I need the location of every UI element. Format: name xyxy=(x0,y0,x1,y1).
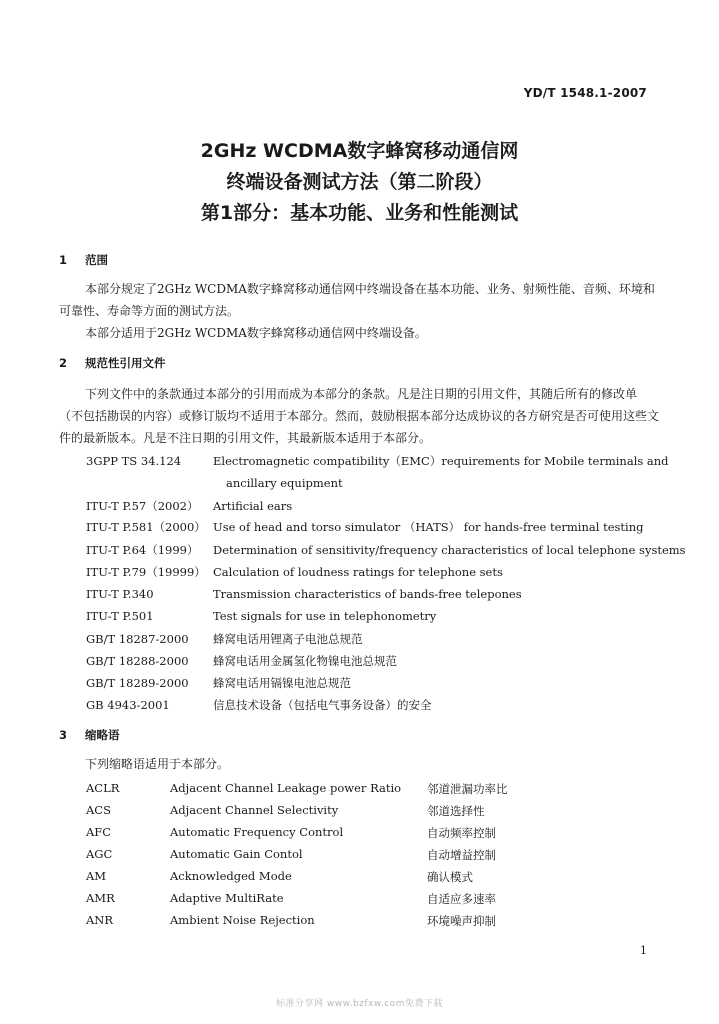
abbreviation: AM xyxy=(86,869,107,883)
abbreviation: AGC xyxy=(86,847,113,861)
standard-code: YD/T 1548.1-2007 xyxy=(523,86,647,100)
title-line-2: 终端设备测试方法（第二阶段） xyxy=(226,171,493,193)
reference-code: GB/T 18287-2000 xyxy=(86,632,189,646)
reference-code: 3GPP TS 34.124 xyxy=(86,454,182,468)
section-title: 规范性引用文件 xyxy=(85,356,166,370)
reference-title: Electromagnetic compatibility（EMC）requirements for Mobile terminals and xyxy=(213,454,669,468)
abbreviation-english: Adjacent Channel Selectivity xyxy=(170,803,339,817)
section-1-heading xyxy=(59,252,108,268)
section-3-heading xyxy=(59,727,120,743)
reference-title: 蜂窝电话用镉镍电池总规范 xyxy=(213,676,351,690)
title-line-1: 2GHz WCDMA数字蜂窝移动通信网 xyxy=(200,140,519,162)
abbreviation-chinese: 自适应多速率 xyxy=(427,892,496,906)
abbreviation-english: Ambient Noise Rejection xyxy=(170,913,315,927)
abbreviation-english: Adjacent Channel Leakage power Ratio xyxy=(170,781,402,795)
section-title: 范围 xyxy=(85,253,108,267)
section-number: 1 xyxy=(59,253,68,267)
section-2-heading xyxy=(59,355,166,371)
reference-title-continued: ancillary equipment xyxy=(226,476,343,490)
reference-title: Transmission characteristics of bands-free telepones xyxy=(213,587,522,601)
section-3-intro: 下列缩略语适用于本部分。 xyxy=(85,757,230,771)
reference-title: Calculation of loudness ratings for telephone sets xyxy=(213,565,503,579)
reference-code: ITU-T P.501 xyxy=(86,609,154,623)
abbreviation-chinese: 自动增益控制 xyxy=(427,848,496,862)
abbreviation-english: Adaptive MultiRate xyxy=(170,891,284,905)
section-title: 缩略语 xyxy=(85,728,120,742)
abbreviation: ACS xyxy=(86,803,111,817)
reference-code: ITU-T P.64（1999） xyxy=(86,543,199,557)
abbreviation-chinese: 自动频率控制 xyxy=(427,826,496,840)
abbreviation: ACLR xyxy=(86,781,120,795)
section-1-paragraph-2: 本部分适用于2GHz WCDMA数字蜂窝移动通信网中终端设备。 xyxy=(85,326,427,340)
footer-watermark: 标准分享网 www.bzfxw.com免费下载 xyxy=(275,999,444,1009)
reference-code: GB 4943-2001 xyxy=(86,698,170,712)
reference-title: 信息技术设备（包括电气事务设备）的安全 xyxy=(213,698,432,712)
abbreviation-english: Automatic Gain Contol xyxy=(170,847,303,861)
title-line-3: 第1部分：基本功能、业务和性能测试 xyxy=(200,202,519,224)
page-number: 1 xyxy=(640,944,647,957)
section-number: 3 xyxy=(59,728,68,742)
abbreviation: AMR xyxy=(86,891,115,905)
reference-title: 蜂窝电话用锂离子电池总规范 xyxy=(213,632,363,646)
reference-title: Test signals for use in telephonometry xyxy=(213,609,437,623)
reference-title: Artificial ears xyxy=(213,499,293,513)
abbreviation-english: Acknowledged Mode xyxy=(170,869,292,883)
reference-code: GB/T 18289-2000 xyxy=(86,676,189,690)
section-2-intro: 下列文件中的条款通过本部分的引用而成为本部分的条款。凡是注日期的引用文件，其随后所有的修改单（不包括勘误的内容）或修订版均不适用于本部分。然而，鼓励根据本部分达成协议的各方研究是否可使用这些文件的最新版本。凡是不注日期的引用文件，其最新版本适用于本部分。 xyxy=(59,387,660,445)
abbreviation: AFC xyxy=(86,825,112,839)
reference-code: ITU-T P.79（19999） xyxy=(86,565,206,579)
reference-code: ITU-T P.340 xyxy=(86,587,154,601)
abbreviation-english: Automatic Frequency Control xyxy=(170,825,344,839)
abbreviation: ANR xyxy=(86,913,114,927)
reference-code: ITU-T P.57（2002） xyxy=(86,499,199,513)
section-number: 2 xyxy=(59,356,68,370)
abbreviation-chinese: 环境噪声抑制 xyxy=(427,914,496,928)
reference-code: GB/T 18288-2000 xyxy=(86,654,189,668)
reference-code: ITU-T P.581（2000） xyxy=(86,520,206,534)
abbreviation-chinese: 邻道泄漏功率比 xyxy=(427,782,508,796)
reference-title: Use of head and torso simulator （HATS） for hands-free terminal testing xyxy=(213,520,644,534)
section-1-paragraph-1: 本部分规定了2GHz WCDMA数字蜂窝移动通信网中终端设备在基本功能、业务、射频性能、音频、环境和可靠性、寿命等方面的测试方法。 xyxy=(59,282,655,318)
abbreviation-chinese: 邻道选择性 xyxy=(427,804,485,818)
abbreviation-chinese: 确认模式 xyxy=(427,870,473,884)
reference-title: Determination of sensitivity/frequency characteristics of local telephone systems xyxy=(213,543,686,557)
reference-title: 蜂窝电话用金属氢化物镍电池总规范 xyxy=(213,654,397,668)
